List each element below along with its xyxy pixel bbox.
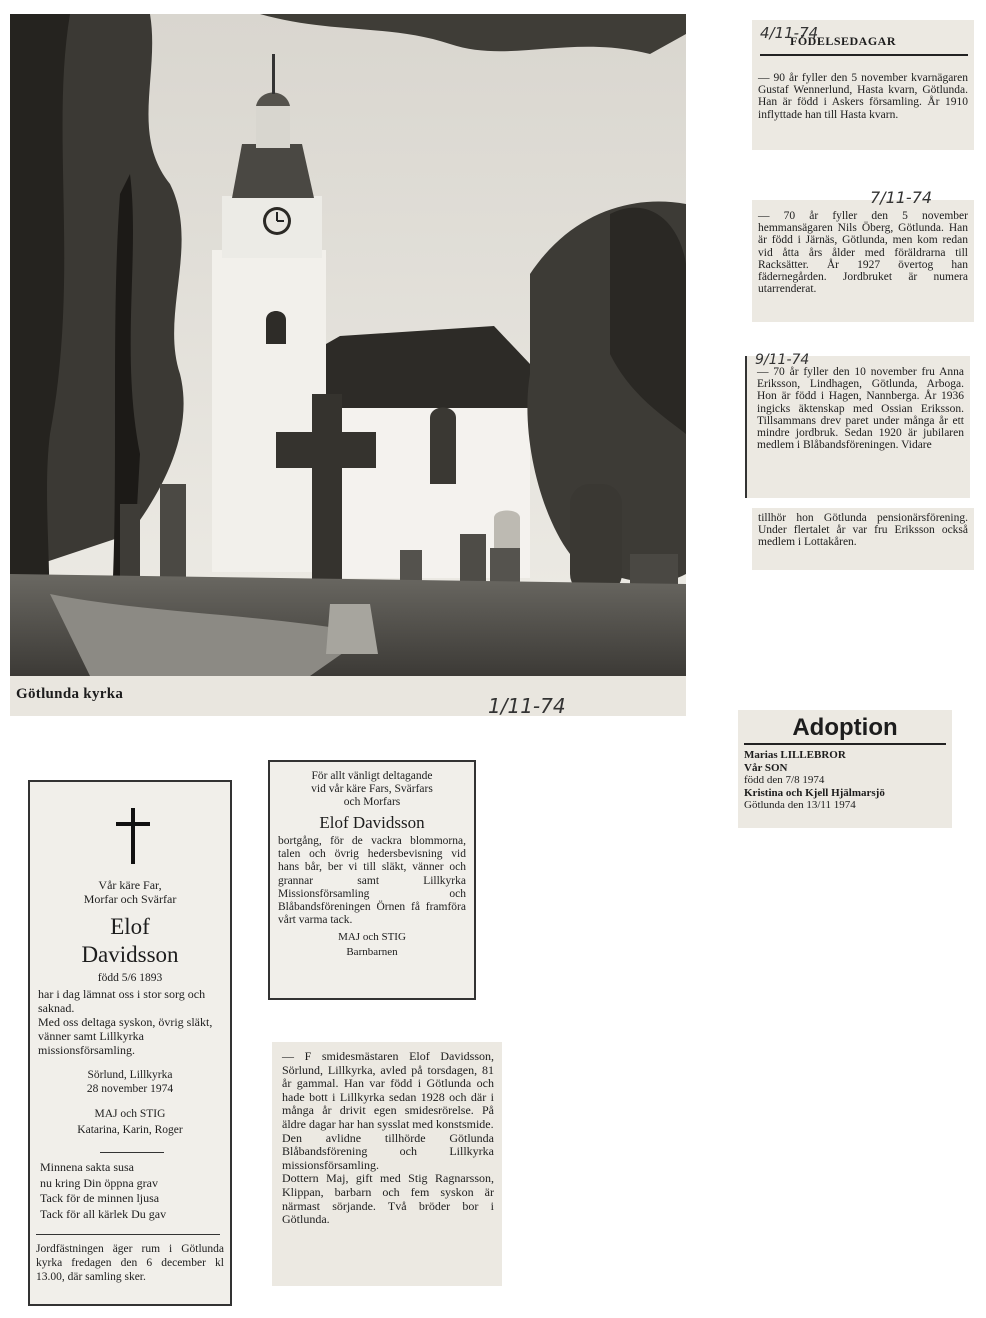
birthdays-header-clipping xyxy=(752,20,974,60)
handwritten-date: 9/11-74 xyxy=(755,352,810,368)
birthdays-heading: FÖDELSEDAGAR xyxy=(790,34,897,48)
adoption-notice xyxy=(738,710,952,828)
death-notice-body: har i dag lämnat oss i stor sorg och saknad. Med oss deltaga syskon, övrig släkt, vänner samt Lillkyrka missionsförsamling. xyxy=(38,987,213,1057)
birthday-notice-eriksson-continued: tillhör hon Götlunda pensionärsförening. Under flertalet år var fru Eriksson också medlem i Lottakåren. xyxy=(752,508,974,570)
heading-rule xyxy=(744,743,946,745)
birthday-notice-oberg: — 70 år fyller den 5 november hemmansägaren Nils Öberg, Götlunda. Han är född i Järnäs, Götlunda, men kom redan vid åtta års ålder med föräldrarna till Racksätter. År 1927 övertog han fädernegården. Jordbruket är numera utarrenderat. xyxy=(758,210,968,296)
death-notice-intro: Vår käre Far, Morfar och Svärfar xyxy=(83,878,177,906)
deceased-name: Elof Davidsson xyxy=(319,813,425,832)
signatories-grandchildren: Barnbarnen xyxy=(346,946,398,959)
thanks-body: bortgång, för de vackra blommorna, talen och övrig hedersbevisning vid hans bår, ber vi till släkt, vänner och grannar samt Lillkyrka Missionsförsamling och Blåbandsföreningen Örnen få framföra vårt varma tack. xyxy=(278,835,466,927)
church-photo-clipping xyxy=(10,14,686,716)
thanks-notice xyxy=(268,760,476,1000)
photo-caption: Götlunda kyrka xyxy=(16,686,124,702)
divider xyxy=(36,1234,220,1235)
handwritten-date: 4/11-74 xyxy=(760,24,819,42)
signatories: MAJ och STIG xyxy=(94,1108,166,1120)
deceased-last-name: Davidsson xyxy=(81,942,179,967)
obituary-article: — F smidesmästaren Elof Davidsson, Sörlund, Lillkyrka, avled på torsdagen, 81 år gammal. Han var född i Götlunda och hade bott i Lillkyrka sedan 1928 och där i många år drivit egen smidesrörelse. På äldre dagar har han sysslat med konstsmide. Den avlidne tillhörde Götlunda Blåbandsförening och Lillkyrka missionsförsamling. Dottern Maj, gift med Stig Ragnarsson, Klippan, barbarn och fem syskon är närmast sörjande. Två bröder bor i Götlunda. xyxy=(272,1042,502,1286)
birthday-notice-eriksson: — 70 år fyller den 10 november fru Anna Eriksson, Lindhagen, Götlunda, Arboga. Hon är född i Hagen, Nannberga. År 1936 ingicks äktenskap med Ossian Eriksson. Tillsammans drev paret under många år ett mindre jordbruk. Sedan 1920 är jubilaren medlem i Blåbandsföreningen. Vidare xyxy=(757,366,964,452)
adoption-line: Marias LILLEBROR xyxy=(744,749,846,761)
thanks-intro: För allt vänligt deltagande vid vår käre Fars, Svärfars och Morfars xyxy=(311,770,433,808)
handwritten-date: 7/11-74 xyxy=(870,188,933,207)
signatories: MAJ och STIG xyxy=(338,931,406,944)
adoption-line: Kristina och Kjell Hjälmarsjö xyxy=(744,786,885,799)
heading-rule xyxy=(760,54,968,56)
adoption-line: Vår SON xyxy=(744,761,788,774)
adoption-heading: Adoption xyxy=(792,714,898,741)
signatories-grandchildren: Katarina, Karin, Roger xyxy=(77,1124,183,1136)
church-photo xyxy=(10,14,686,716)
handwritten-date: 1/11-74 xyxy=(488,694,566,718)
adoption-line: Götlunda den 13/11 1974 xyxy=(744,799,856,812)
cross-icon xyxy=(116,808,150,864)
death-notice xyxy=(28,780,232,1306)
birth-date: född 5/6 1893 xyxy=(97,972,163,984)
birthday-notice-wennerlund: — 90 år fyller den 5 november kvarnägaren Gustaf Wennerlund, Hasta kvarn, Götlunda. Han är född i Askers församling. År 1910 inflyttade han till Hasta kvarn. xyxy=(752,60,974,150)
divider xyxy=(100,1152,164,1153)
deceased-first-name: Elof xyxy=(110,914,150,939)
memorial-poem: Minnena sakta susa nu kring Din öppna grav Tack för de minnen ljusa Tack för all kärlek Du gav xyxy=(40,1160,167,1221)
place-and-date: Sörlund, Lillkyrka 28 november 1974 xyxy=(86,1069,174,1095)
birthday-notice-eriksson-clipping xyxy=(745,352,970,498)
funeral-info: Jordfästningen äger rum i Götlunda kyrka fredagen den 6 december kl 13.00, där samling sker. xyxy=(36,1243,224,1283)
adoption-line: född den 7/8 1974 xyxy=(744,774,825,787)
birthday-notice-oberg-clipping xyxy=(752,188,974,322)
